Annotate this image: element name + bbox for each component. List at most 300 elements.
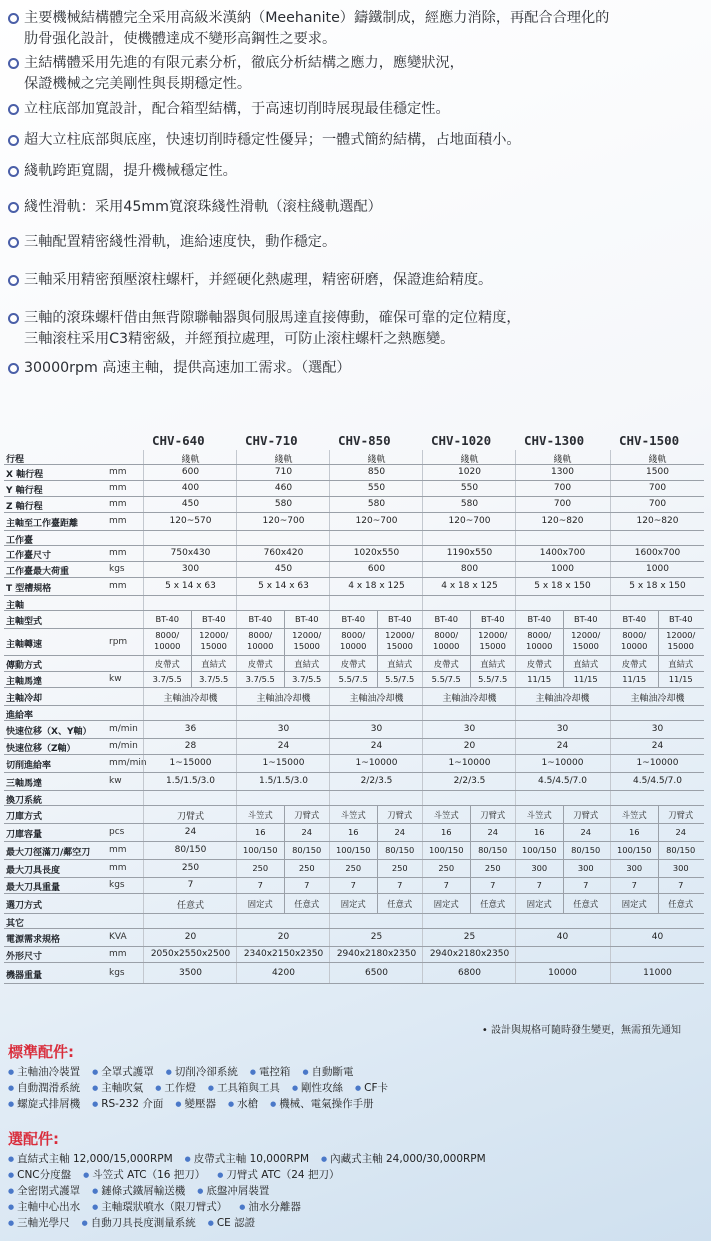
column-divider [143, 739, 144, 754]
standard-accessory-line [8, 1096, 698, 1112]
column-divider [143, 688, 144, 705]
spec-value: 20 [463, 741, 476, 751]
row-label: 換刀系統 [6, 795, 43, 806]
column-divider [329, 450, 330, 464]
cell-divider [284, 629, 285, 655]
column-divider [515, 546, 516, 561]
spec-value: 7 [443, 880, 449, 890]
column-divider [329, 596, 330, 610]
spec-value: 5.5/7.5 [431, 674, 461, 684]
column-divider [422, 860, 423, 877]
column-divider [143, 578, 144, 595]
spec-value: 120~820 [541, 516, 584, 526]
cell-divider [377, 860, 378, 877]
column-divider [610, 688, 611, 705]
column-divider [236, 450, 237, 464]
column-divider [329, 562, 330, 577]
spec-value: 20 [277, 932, 290, 942]
spec-value: 直結式 [201, 659, 227, 669]
cell-divider [563, 656, 564, 671]
spec-value: 4 x 18 x 125 [348, 581, 405, 591]
section-row [4, 706, 704, 721]
column-divider [143, 842, 144, 859]
column-divider [422, 656, 423, 671]
optional-accessory-item: ● 底盤冲屑裝置 [197, 1183, 269, 1199]
column-divider [236, 755, 237, 772]
spec-row [4, 929, 704, 947]
spec-value: 直結式 [387, 659, 413, 669]
column-divider [329, 963, 330, 983]
cell-divider [191, 611, 192, 628]
spec-row [4, 465, 704, 481]
column-divider [515, 629, 516, 655]
spec-value: 斗笠式 [621, 810, 647, 820]
bullet-icon [8, 135, 19, 146]
column-divider [422, 578, 423, 595]
column-divider [329, 929, 330, 946]
column-divider [329, 755, 330, 772]
cell-divider [658, 629, 659, 655]
spec-value: 8000/ 10000 [340, 630, 367, 651]
column-divider [143, 611, 144, 628]
spec-value: 刀臂式 [387, 810, 413, 820]
spec-value: 80/150 [571, 845, 601, 855]
column-divider [610, 929, 611, 946]
standard-accessory-item: ● 剛性攻絲 [292, 1080, 343, 1096]
model-name: CHV-710 [245, 433, 298, 448]
column-divider [236, 824, 237, 841]
row-unit: kgs [109, 880, 125, 890]
spec-value: 1600x700 [634, 548, 681, 558]
spec-value: 皮帶式 [526, 659, 552, 669]
column-divider [143, 672, 144, 687]
column-divider [143, 497, 144, 512]
standard-accessories [8, 1041, 698, 1112]
column-divider [515, 562, 516, 577]
column-divider [515, 450, 516, 464]
column-divider [515, 706, 516, 720]
spec-value: 24 [675, 827, 687, 837]
row-unit: mm [109, 863, 127, 873]
spec-value: 80/150 [292, 845, 322, 855]
column-divider [610, 894, 611, 913]
feature-text: 綫性滑軌：采用45mm寬滾珠綫性滑軌（滚柱綫軌選配） [24, 199, 382, 215]
column-divider [329, 611, 330, 628]
column-divider [422, 688, 423, 705]
spec-row [4, 721, 704, 739]
spec-value: 直結式 [294, 659, 320, 669]
spec-value: 皮帶式 [340, 659, 366, 669]
cell-divider [658, 842, 659, 859]
spec-value: 12000/ 15000 [666, 630, 696, 651]
spec-value: 斗笠式 [433, 810, 459, 820]
spec-value: 16 [347, 827, 359, 837]
column-divider [143, 878, 144, 893]
column-divider [329, 656, 330, 671]
row-label: Z 軸行程 [6, 502, 43, 512]
spec-value: 11/15 [668, 674, 693, 684]
column-divider [610, 878, 611, 893]
spec-value: 24 [370, 741, 383, 751]
row-label: 主軸冷却 [6, 694, 43, 704]
standard-accessory-item: ● CF卡 [355, 1080, 388, 1096]
spec-value: 10000 [548, 967, 577, 978]
spec-value: 1~15000 [169, 758, 212, 768]
spec-value: 主軸油冷却機 [256, 694, 311, 704]
spec-value: 4200 [272, 967, 295, 978]
spec-value: 1~10000 [448, 758, 491, 768]
spec-value: 120~700 [262, 516, 305, 526]
spec-value: 主軸油冷却機 [349, 694, 404, 704]
spec-value: 斗笠式 [340, 810, 366, 820]
feature-item [8, 161, 237, 182]
column-divider [143, 596, 144, 610]
column-divider [515, 611, 516, 628]
spec-value: BT-40 [294, 614, 319, 624]
column-divider [329, 878, 330, 893]
optional-accessories [8, 1128, 698, 1231]
column-divider [515, 721, 516, 738]
column-divider [515, 688, 516, 705]
optional-accessory-item: ● 斗笠式 ATC（16 把刀） [83, 1167, 205, 1183]
spec-value: 主軸油冷却機 [442, 694, 497, 704]
column-divider [143, 929, 144, 946]
cell-divider [470, 878, 471, 893]
spec-value: 刀臂式 [294, 810, 320, 820]
row-unit: m/min [109, 741, 138, 751]
spec-value: 綫軌 [553, 454, 572, 465]
spec-value: 120~700 [448, 516, 491, 526]
column-divider [515, 947, 516, 962]
row-label: 最大刀具長度 [6, 866, 61, 876]
spec-row [4, 755, 704, 773]
column-divider [515, 465, 516, 480]
spec-value: 450 [181, 499, 200, 509]
cell-divider [284, 842, 285, 859]
cell-divider [658, 611, 659, 628]
column-divider [515, 860, 516, 877]
row-unit: kw [109, 776, 122, 786]
spec-value: 1~10000 [355, 758, 398, 768]
cell-divider [470, 656, 471, 671]
bullet-icon [8, 313, 19, 324]
cell-divider [191, 656, 192, 671]
section-row [4, 531, 704, 546]
column-divider [422, 481, 423, 496]
spec-value: 7 [536, 880, 542, 890]
column-divider [515, 929, 516, 946]
feature-text: 主要機械結構體完全采用高級米漢納（Meehanite）鑄鐵制成，經應力消除，再配合合理化的 [24, 10, 610, 26]
spec-value: 30 [370, 724, 383, 734]
column-divider [143, 721, 144, 738]
spec-value: 直結式 [573, 659, 599, 669]
column-divider [143, 914, 144, 928]
column-divider [329, 721, 330, 738]
spec-value: 主軸油冷却機 [163, 694, 218, 704]
feature-item [8, 270, 492, 291]
column-divider [610, 755, 611, 772]
row-unit: mm [109, 845, 127, 855]
feature-text: 三軸配置精密綫性滑軌，進給速度快，動作穩定。 [24, 234, 337, 250]
spec-value: BT-40 [573, 614, 598, 624]
column-divider [329, 672, 330, 687]
standard-accessory-item: ● RS-232 介面 [92, 1096, 163, 1112]
spec-value: 80/150 [174, 845, 207, 855]
row-unit: kgs [109, 564, 125, 574]
feature-text: 保證機械之完美剛性與長期穩定性。 [24, 76, 252, 92]
spec-value: 300 [577, 863, 594, 873]
spec-value: 24 [651, 741, 664, 751]
cell-divider [658, 878, 659, 893]
spec-value: 100/150 [617, 845, 652, 855]
section-row [4, 914, 704, 929]
spec-value: 600 [367, 564, 386, 574]
column-divider [329, 894, 330, 913]
spec-value: 7 [304, 880, 310, 890]
spec-value: 5 x 14 x 63 [165, 581, 216, 591]
column-divider [236, 497, 237, 512]
spec-value: 120~700 [355, 516, 398, 526]
spec-value: 250 [345, 863, 362, 873]
row-label: 主軸馬達 [6, 677, 43, 687]
column-divider [515, 842, 516, 859]
spec-value: 550 [367, 483, 386, 493]
spec-value: 2/2/3.5 [360, 776, 393, 786]
bullet-icon [8, 202, 19, 213]
column-divider [143, 791, 144, 805]
note-text: 設計與規格可隨時發生變更，無需預先通知 [491, 1025, 681, 1036]
column-divider [515, 773, 516, 790]
row-label: 刀庫容量 [6, 830, 43, 840]
spec-value: 300 [181, 564, 200, 574]
column-divider [143, 706, 144, 720]
column-divider [610, 656, 611, 671]
row-unit: mm [109, 467, 127, 477]
column-divider [610, 721, 611, 738]
section-row [4, 450, 704, 465]
cell-divider [658, 806, 659, 823]
spec-table [4, 433, 704, 984]
column-divider [236, 860, 237, 877]
spec-value: 5 x 14 x 63 [258, 581, 309, 591]
spec-row [4, 963, 704, 984]
column-divider [329, 706, 330, 720]
spec-value: 16 [254, 827, 266, 837]
column-divider [236, 706, 237, 720]
spec-row [4, 688, 704, 706]
row-unit: mm [109, 581, 127, 591]
spec-value: 3.7/5.5 [292, 674, 322, 684]
spec-value: 24 [487, 827, 499, 837]
column-divider [515, 894, 516, 913]
column-divider [610, 963, 611, 983]
optional-accessory-item: ● 全密閉式護罩 [8, 1183, 80, 1199]
cell-divider [470, 824, 471, 841]
cell-divider [284, 894, 285, 913]
column-divider [515, 497, 516, 512]
spec-value: 1~10000 [636, 758, 679, 768]
spec-value: 2940x2180x2350 [429, 949, 510, 959]
spec-value: 80/150 [666, 845, 696, 855]
section-row [4, 791, 704, 806]
cell-divider [284, 824, 285, 841]
spec-value: BT-40 [201, 614, 226, 624]
spec-value: 11/15 [573, 674, 598, 684]
spec-value: 5.5/7.5 [338, 674, 368, 684]
spec-row [4, 513, 704, 531]
spec-row [4, 578, 704, 596]
spec-value: 2050x2550x2500 [150, 949, 231, 959]
spec-value: 1000 [646, 564, 669, 574]
cell-divider [377, 672, 378, 687]
spec-change-note: • 設計與規格可隨時發生變更，無需預先通知 [481, 1025, 681, 1036]
model-name: CHV-850 [338, 433, 391, 448]
bullet-icon [8, 237, 19, 248]
column-divider [422, 894, 423, 913]
spec-value: 700 [648, 483, 667, 493]
cell-divider [284, 656, 285, 671]
column-divider [329, 773, 330, 790]
optional-accessory-item: ● 自動刀具長度測量系統 [82, 1215, 196, 1231]
spec-value: 580 [460, 499, 479, 509]
spec-value: 5 x 18 x 150 [534, 581, 591, 591]
spec-value: 80/150 [385, 845, 415, 855]
column-divider [143, 963, 144, 983]
column-divider [422, 791, 423, 805]
spec-value: 120~570 [169, 516, 212, 526]
column-divider [236, 842, 237, 859]
column-divider [236, 513, 237, 530]
spec-value: 12000/ 15000 [571, 630, 601, 651]
optional-accessory-item: ● 主軸中心出水 [8, 1199, 80, 1215]
spec-row [4, 806, 704, 824]
standard-accessory-item: ● 自動潤滑系統 [8, 1080, 80, 1096]
column-divider [143, 806, 144, 823]
column-divider [422, 824, 423, 841]
optional-accessory-item: ● 三軸光學尺 [8, 1215, 70, 1231]
row-label: 最大刀徑滿刀/鄰空刀 [6, 848, 91, 858]
spec-row [4, 481, 704, 497]
spec-value: 550 [460, 483, 479, 493]
row-label: 外形尺寸 [6, 952, 43, 962]
spec-row [4, 894, 704, 914]
spec-value: BT-40 [387, 614, 412, 624]
column-divider [143, 481, 144, 496]
spec-value: 斗笠式 [247, 810, 273, 820]
spec-value: 1.5/1.5/3.0 [165, 776, 215, 786]
spec-value: 任意式 [573, 899, 599, 909]
optional-accessory-line [8, 1215, 698, 1231]
cell-divider [658, 656, 659, 671]
spec-value: 250 [252, 863, 269, 873]
column-divider [515, 739, 516, 754]
spec-value: 30 [463, 724, 476, 734]
standard-accessory-item: ● 全罩式護罩 [92, 1064, 154, 1080]
spec-value: 24 [556, 741, 569, 751]
spec-value: 5 x 18 x 150 [629, 581, 686, 591]
column-divider [610, 947, 611, 962]
spec-value: 4 x 18 x 125 [441, 581, 498, 591]
row-unit: KVA [109, 932, 127, 942]
feature-item [8, 130, 521, 151]
column-divider [236, 806, 237, 823]
spec-value: 40 [651, 932, 664, 942]
spec-value: 直結式 [480, 659, 506, 669]
optional-accessory-line [8, 1183, 698, 1199]
feature-text: 主結構體采用先進的有限元素分析，徹底分析結構之應力，應變狀況， [24, 55, 464, 71]
row-label: 傳動方式 [6, 661, 43, 671]
spec-row [4, 546, 704, 562]
column-divider [610, 672, 611, 687]
column-divider [329, 513, 330, 530]
cell-divider [470, 611, 471, 628]
spec-value: 固定式 [247, 899, 273, 909]
column-divider [610, 914, 611, 928]
column-divider [329, 791, 330, 805]
standard-accessory-item: ● 變壓器 [175, 1096, 216, 1112]
column-divider [610, 739, 611, 754]
column-divider [610, 513, 611, 530]
spec-value: 12000/ 15000 [292, 630, 322, 651]
spec-value: 460 [274, 483, 293, 493]
spec-value: 710 [274, 467, 293, 477]
spec-value: 100/150 [243, 845, 278, 855]
spec-value: 2940x2180x2350 [336, 949, 417, 959]
column-divider [610, 611, 611, 628]
column-divider [610, 481, 611, 496]
column-divider [143, 755, 144, 772]
cell-divider [191, 629, 192, 655]
spec-value: 700 [648, 499, 667, 509]
spec-value: 250 [438, 863, 455, 873]
column-divider [329, 497, 330, 512]
column-divider [515, 481, 516, 496]
row-label: 主軸型式 [6, 617, 43, 627]
column-divider [422, 739, 423, 754]
standard-title: 標準配件: [8, 1043, 74, 1061]
column-divider [236, 947, 237, 962]
column-divider [610, 791, 611, 805]
column-divider [236, 596, 237, 610]
column-divider [236, 739, 237, 754]
row-label: 主軸至工作臺距離 [6, 519, 79, 529]
row-label: 工作臺尺寸 [6, 551, 52, 561]
column-divider [236, 531, 237, 545]
row-label: 主軸轉速 [6, 639, 43, 650]
spec-value: BT-40 [434, 614, 459, 624]
standard-accessory-item: ● 主軸吹氣 [92, 1080, 143, 1096]
spec-row [4, 739, 704, 755]
spec-value: 1000 [551, 564, 574, 574]
bullet-icon [8, 13, 19, 24]
spec-value: 12000/ 15000 [478, 630, 508, 651]
cell-divider [563, 672, 564, 687]
column-divider [515, 806, 516, 823]
spec-value: BT-40 [341, 614, 366, 624]
spec-value: 300 [672, 863, 689, 873]
model-name: CHV-1020 [431, 433, 492, 448]
column-divider [610, 629, 611, 655]
section-row [4, 596, 704, 611]
spec-value: 600 [181, 467, 200, 477]
spec-row [4, 656, 704, 672]
spec-value: 16 [533, 827, 545, 837]
standard-accessory-item: ● 工作燈 [155, 1080, 196, 1096]
column-divider [610, 531, 611, 545]
spec-value: 刀臂式 [573, 810, 599, 820]
row-unit: mm/min [109, 758, 147, 768]
cell-divider [470, 806, 471, 823]
